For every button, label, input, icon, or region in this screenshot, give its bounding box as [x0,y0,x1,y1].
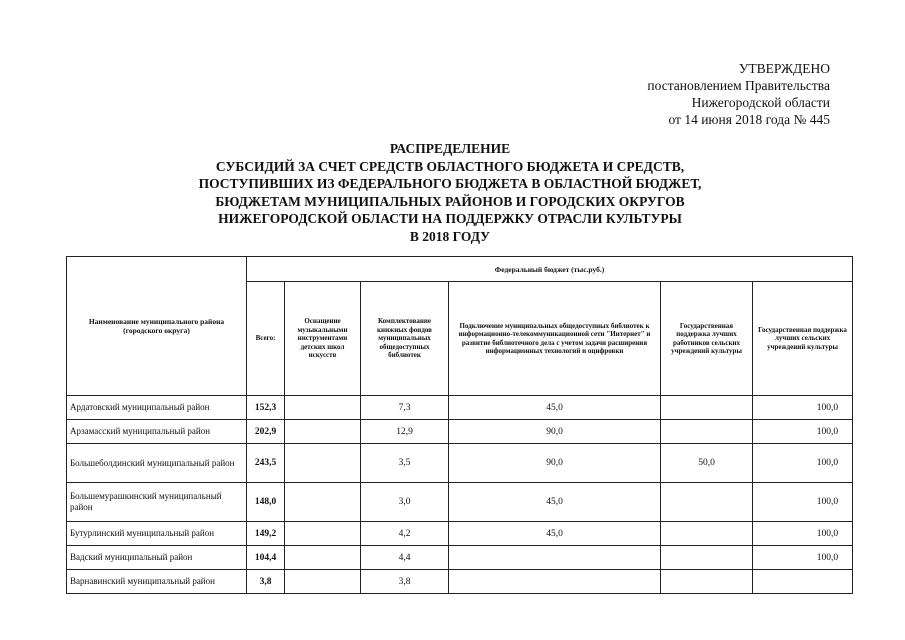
row-col-3: 45,0 [449,522,661,546]
table-row [67,546,853,570]
row-col-5: 100,0 [753,483,853,522]
row-col-5 [753,570,853,594]
row-col-4: 50,0 [661,444,753,483]
row-name: Арзамасский муниципальный район [67,420,247,444]
row-col-1 [285,570,361,594]
header-col-2: Комплектование книжных фондов муниципальных общедоступных библиотек [361,282,449,396]
row-col-5: 100,0 [753,420,853,444]
title-line-4: БЮДЖЕТАМ МУНИЦИПАЛЬНЫХ РАЙОНОВ И ГОРОДСКИХ ОКРУГОВ [215,193,685,209]
header-total: Всего: [247,282,285,396]
row-col-5: 100,0 [753,546,853,570]
table-row [67,420,853,444]
header-name: Наименование муниципального района (городского округа) [67,257,247,396]
title-line-2: СУБСИДИЙ ЗА СЧЕТ СРЕДСТВ ОБЛАСТНОГО БЮДЖЕТА И СРЕДСТВ, [215,158,685,174]
approval-line-4: от 14 июня 2018 года № 445 [668,112,830,127]
row-col-1 [285,396,361,420]
row-col-4 [661,420,753,444]
header-col-3: Подключение муниципальных общедоступных библиотек к информационно-телекоммуникационной сети "Интернет" и развитие библиотечного дела с учетом задачи расширения информационных технологий и оцифровки [449,282,661,396]
row-name: Ардатовский муниципальный район [67,396,247,420]
table-row [67,444,853,483]
row-col-2: 4,2 [361,522,449,546]
row-col-2: 3,5 [361,444,449,483]
row-col-3 [449,546,661,570]
row-col-5: 100,0 [753,396,853,420]
row-col-3: 45,0 [449,483,661,522]
row-total: 104,4 [247,546,285,570]
row-col-1 [285,420,361,444]
row-col-4 [661,522,753,546]
row-name: Варнавинский муниципальный район [67,570,247,594]
table-row [67,483,853,522]
table-row [67,570,853,594]
row-col-1 [285,444,361,483]
table-row [67,522,853,546]
approval-line-1: УТВЕРЖДЕНО [738,61,830,76]
row-col-2: 3,8 [361,570,449,594]
title-line-6: В 2018 ГОДУ [409,228,491,244]
row-col-1 [285,483,361,522]
row-col-1 [285,546,361,570]
row-col-2: 3,0 [361,483,449,522]
row-total: 202,9 [247,420,285,444]
row-col-2: 7,3 [361,396,449,420]
approval-block [647,60,830,128]
approval-line-3: Нижегородской области [691,95,830,110]
row-col-2: 4,4 [361,546,449,570]
row-col-2: 12,9 [361,420,449,444]
row-name: Вадский муниципальный район [67,546,247,570]
row-total: 148,0 [247,483,285,522]
title-line-3: ПОСТУПИВШИХ ИЗ ФЕДЕРАЛЬНОГО БЮДЖЕТА В ОБЛАСТНОЙ БЮДЖЕТ, [198,176,702,191]
row-col-5: 100,0 [753,444,853,483]
row-col-4 [661,483,753,522]
row-col-1 [285,522,361,546]
header-col-5: Государственная поддержка лучших сельских учреждений культуры [753,282,853,396]
row-col-4 [661,546,753,570]
row-col-3: 90,0 [449,420,661,444]
row-name: Большемурашкинский муниципальный район [67,483,247,522]
row-col-3: 90,0 [449,444,661,483]
title-line-5: НИЖЕГОРОДСКОЙ ОБЛАСТИ НА ПОДДЕРЖКУ ОТРАСЛИ КУЛЬТУРЫ [218,211,682,226]
row-col-3 [449,570,661,594]
row-total: 3,8 [247,570,285,594]
row-col-3: 45,0 [449,396,661,420]
row-col-4 [661,570,753,594]
document-title [140,140,760,245]
title-line-1: РАСПРЕДЕЛЕНИЕ [389,141,511,156]
row-total: 152,3 [247,396,285,420]
subsidy-table [66,256,853,594]
row-col-4 [661,396,753,420]
row-total: 243,5 [247,444,285,483]
table-row [67,396,853,420]
header-col-1: Оснащение музыкальными инструментами детских школ искусств [285,282,361,396]
header-col-4: Государственная поддержка лучших работников сельских учреждений культуры [661,282,753,396]
row-col-5: 100,0 [753,522,853,546]
approval-line-2: постановлением Правительства [647,78,830,93]
header-federal: Федеральный бюджет (тыс.руб.) [247,257,853,282]
row-name: Бутурлинский муниципальный район [67,522,247,546]
row-name: Большеболдинский муниципальный район [67,444,247,483]
row-total: 149,2 [247,522,285,546]
